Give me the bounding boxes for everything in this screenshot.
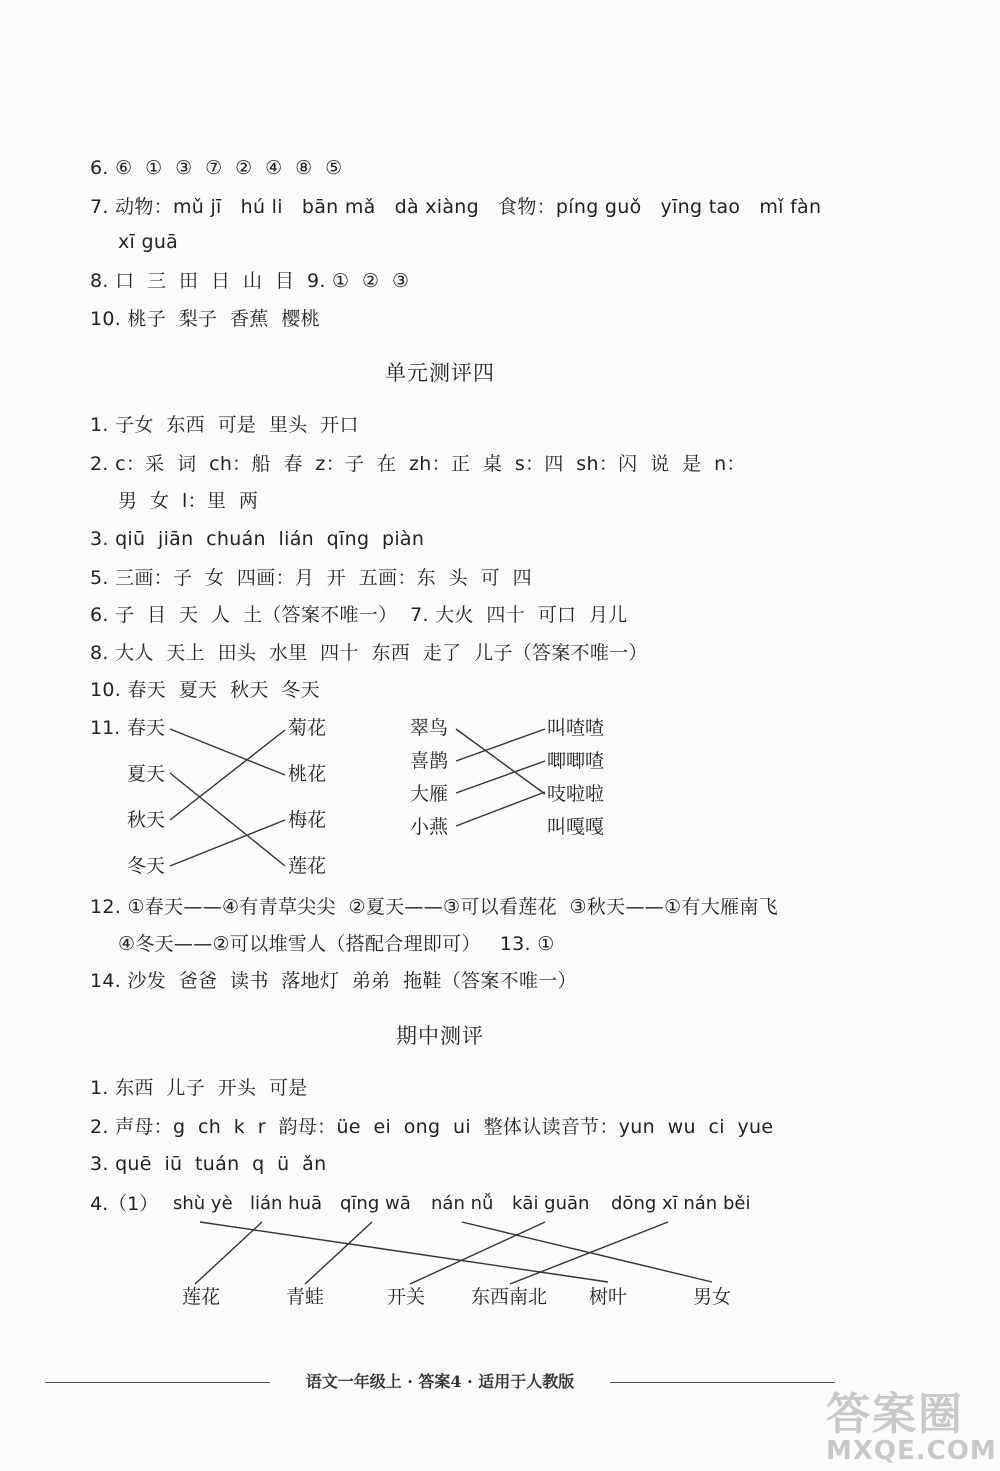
- answer-q8-q9: 8. 口 三 田 日 山 目 9. ① ② ③: [90, 270, 410, 292]
- pinyin-nannv: nán nǚ: [431, 1193, 494, 1214]
- answer-q7-line2: xī guā: [118, 231, 179, 253]
- midterm-title: 期中测评: [396, 1024, 484, 1048]
- sound-4: 叫嘎嘎: [547, 816, 605, 838]
- unit4-q6-q7: 6. 子 目 天 人 土（答案不唯一） 7. 大火 四十 可口 月儿: [90, 604, 628, 626]
- season-summer: 夏天: [127, 763, 166, 785]
- word-boys-girls: 男女: [693, 1286, 732, 1308]
- bird-magpie: 喜鹊: [410, 750, 449, 772]
- unit4-q5: 5. 三画：子 女 四画：月 开 五画：东 头 可 四: [90, 567, 532, 589]
- line-swallow-3: [456, 792, 545, 826]
- unit4-q8: 8. 大人 天上 田头 水里 四十 东西 走了 儿子（答案不唯一）: [90, 642, 648, 664]
- sound-2: 唧唧喳: [547, 750, 605, 772]
- line-autumn-chrysanthemum: [170, 730, 285, 820]
- flower-lotus: 莲花: [288, 855, 327, 877]
- line-dongxi-dongxi: [510, 1222, 668, 1284]
- unit4-q14: 14. 沙发 爸爸 读书 落地灯 弟弟 拖鞋（答案不唯一）: [90, 970, 577, 992]
- line-goose-4: [456, 761, 545, 793]
- footer-text: 语文一年级上 · 答案4 · 适用于人教版: [305, 1372, 575, 1391]
- unit4-q11-label: 11.: [90, 717, 121, 739]
- line-spring-peach: [170, 729, 285, 775]
- flower-peach: 桃花: [288, 763, 327, 785]
- midterm-q2: 2. 声母：g ch k r 韵母：üe ei ong ui 整体认读音节：yun wu ci yue: [90, 1116, 774, 1138]
- word-lotus: 莲花: [182, 1286, 221, 1308]
- line-lianhua-lianhua: [195, 1222, 262, 1284]
- line-winter-plum: [170, 820, 285, 866]
- line-kingfisher-2: [456, 729, 545, 794]
- unit4-q1: 1. 子女 东西 可是 里头 开口: [90, 414, 359, 436]
- unit4-q2-line1: 2. c：采 词 ch：船 春 z：子 在 zh：正 桌 s：四 sh：闪 说 是 n：: [90, 453, 746, 475]
- unit4-title: 单元测评四: [385, 361, 495, 385]
- bird-goose: 大雁: [410, 783, 449, 805]
- word-leaf: 树叶: [589, 1286, 628, 1308]
- bird-swallow: 小燕: [410, 816, 449, 838]
- word-frog: 青蛙: [286, 1286, 325, 1308]
- sound-1: 叫喳喳: [547, 717, 605, 739]
- sound-3: 吱啦啦: [547, 783, 605, 805]
- unit4-q12-line2: ④冬天——②可以堆雪人（搭配合理即可） 13. ①: [118, 933, 555, 955]
- line-nannv-nannv: [462, 1222, 712, 1282]
- flower-chrysanthemum: 菊花: [288, 717, 327, 739]
- word-directions: 东西南北: [471, 1286, 548, 1308]
- line-magpie-1: [456, 729, 545, 761]
- season-spring: 春天: [127, 717, 166, 739]
- season-autumn: 秋天: [127, 809, 166, 831]
- season-winter: 冬天: [127, 855, 166, 877]
- answer-q6: 6. ⑥ ① ③ ⑦ ② ④ ⑧ ⑤: [90, 157, 343, 179]
- unit4-q10: 10. 春天 夏天 秋天 冬天: [90, 679, 320, 701]
- pinyin-qingwa: qīng wā: [340, 1193, 411, 1214]
- pinyin-lianhua: lián huā: [250, 1193, 323, 1214]
- line-kaiguan-kaiguan: [410, 1222, 545, 1284]
- watermark-logo: [826, 1378, 997, 1466]
- answer-q10: 10. 桃子 梨子 香蕉 樱桃: [90, 308, 320, 330]
- watermark-line1: 答案圈: [826, 1389, 964, 1440]
- pinyin-dongxinanbei: dōng xī nán běi: [611, 1193, 751, 1214]
- unit4-q12-line1: 12. ①春天——④有青草尖尖 ②夏天——③可以看莲花 ③秋天——①有大雁南飞: [90, 896, 778, 918]
- unit4-q3: 3. qiū jiān chuán lián qīng piàn: [90, 528, 425, 550]
- word-switch: 开关: [387, 1286, 426, 1308]
- answer-q7-line1: 7. 动物：mǔ jī hú li bān mǎ dà xiàng 食物：píng guǒ yīng tao mǐ fàn: [90, 196, 822, 218]
- bird-kingfisher: 翠鸟: [410, 717, 449, 739]
- watermark-line2: MXQE.COM: [826, 1436, 997, 1466]
- midterm-q4-label: 4.（1）: [90, 1193, 159, 1215]
- line-summer-lotus: [170, 773, 285, 866]
- line-shuye-shuye: [200, 1222, 608, 1282]
- unit4-q2-line2: 男 女 l：里 两: [118, 490, 259, 512]
- midterm-q1: 1. 东西 儿子 开头 可是: [90, 1077, 308, 1099]
- line-qingwa-qingwa: [305, 1222, 372, 1284]
- midterm-q3: 3. quē iū tuán q ü ǎn: [90, 1153, 327, 1175]
- flower-plum: 梅花: [288, 809, 327, 831]
- pinyin-shuye: shù yè: [173, 1193, 233, 1214]
- pinyin-kaiguan: kāi guān: [512, 1193, 590, 1214]
